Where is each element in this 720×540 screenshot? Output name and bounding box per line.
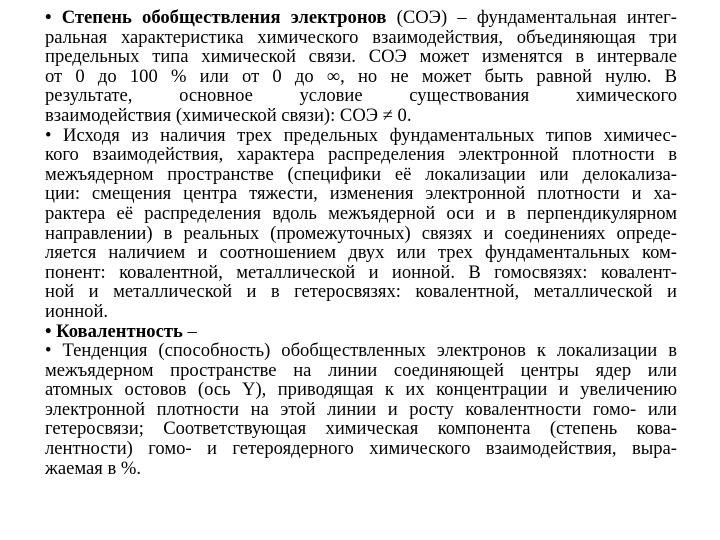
text-line: [45, 224, 677, 244]
line-text: атомных остовов (ось Y), приводящая к их концентрации и увеличению: [45, 379, 677, 401]
line-text: ной и металлической и в гетеросвязях: ковалентной, металлической и: [45, 281, 677, 303]
line-text: от 0 до 100 % или от 0 до ∞, но не может быть равной нулю. В: [45, 65, 677, 87]
line-text: –: [182, 320, 197, 342]
line-text: ляется наличием и соотношением двух или трех фундаментальных ком-: [45, 242, 677, 264]
line-text: (СОЭ) – фундаментальная интег-: [386, 7, 677, 28]
text-line: [45, 204, 677, 224]
text-line: [45, 341, 677, 361]
paragraph: [45, 322, 677, 342]
line-text: межъядерном пространстве (специфики её локализации или делокализа-: [45, 163, 677, 185]
text-line: [45, 86, 677, 106]
line-text: предельных типа химической связи. СОЭ может изменятся в интервале: [45, 46, 677, 68]
text-line: [45, 322, 677, 342]
text-line: [45, 243, 677, 263]
line-text: ионной.: [45, 300, 109, 322]
paragraph: [45, 341, 677, 478]
text-line: [45, 380, 677, 400]
text-line: [45, 439, 677, 459]
bold-term: • Ковалентность: [45, 320, 183, 342]
line-text: ральная характеристика химического взаимодействия, объединяющая три: [45, 26, 677, 48]
paragraph: [45, 126, 677, 322]
line-text: кого взаимодействия, характера распределения электронной плотности в: [45, 144, 677, 166]
line-text: ции: смещения центра тяжести, изменения электронной плотности и ха-: [45, 183, 677, 205]
text-line: [45, 106, 677, 126]
line-text: • Тенденция (способность) обобществленных электронов к локализации в: [45, 340, 677, 362]
line-text: рактера её распределения вдоль межъядерной оси и в перпендикулярном: [45, 202, 677, 224]
text-line: [45, 302, 677, 322]
bold-term: • Степень обобществления электронов: [45, 7, 387, 28]
line-text: электронной плотности на этой линии и росту ковалентности гомо- или: [45, 398, 677, 420]
text-body: [45, 8, 677, 478]
line-text: жаемая в %.: [45, 457, 142, 479]
text-line: [45, 459, 677, 479]
line-text: взаимодействия (химической связи): СОЭ ≠ 0.: [45, 104, 412, 126]
text-line: [45, 67, 677, 87]
text-line: [45, 400, 677, 420]
line-text: лентности) гомо- и гетероядерного химического взаимодействия, выра-: [45, 438, 677, 460]
text-line: [45, 8, 677, 28]
line-text: межъядерном пространстве на линии соединяющей центры ядер или: [45, 359, 677, 381]
line-text: гетеросвязи; Соответствующая химическая компонента (степень кова-: [45, 418, 677, 440]
text-line: [45, 47, 677, 67]
text-line: [45, 419, 677, 439]
line-text: понент: ковалентной, металлической и ионной. В гомосвязях: ковалент-: [45, 261, 677, 283]
line-text: результате, основное условие существования химического: [45, 85, 677, 107]
text-line: [45, 282, 677, 302]
paragraph: [45, 8, 677, 126]
text-line: [45, 28, 677, 48]
text-line: [45, 361, 677, 381]
text-line: [45, 126, 677, 146]
text-line: [45, 145, 677, 165]
line-text: направлении) в реальных (промежуточных) связях и соединениях опреде-: [45, 222, 677, 244]
line-text: • Исходя из наличия трех предельных фундаментальных типов химичес-: [45, 124, 677, 146]
text-line: [45, 184, 677, 204]
text-line: [45, 263, 677, 283]
text-line: [45, 165, 677, 185]
